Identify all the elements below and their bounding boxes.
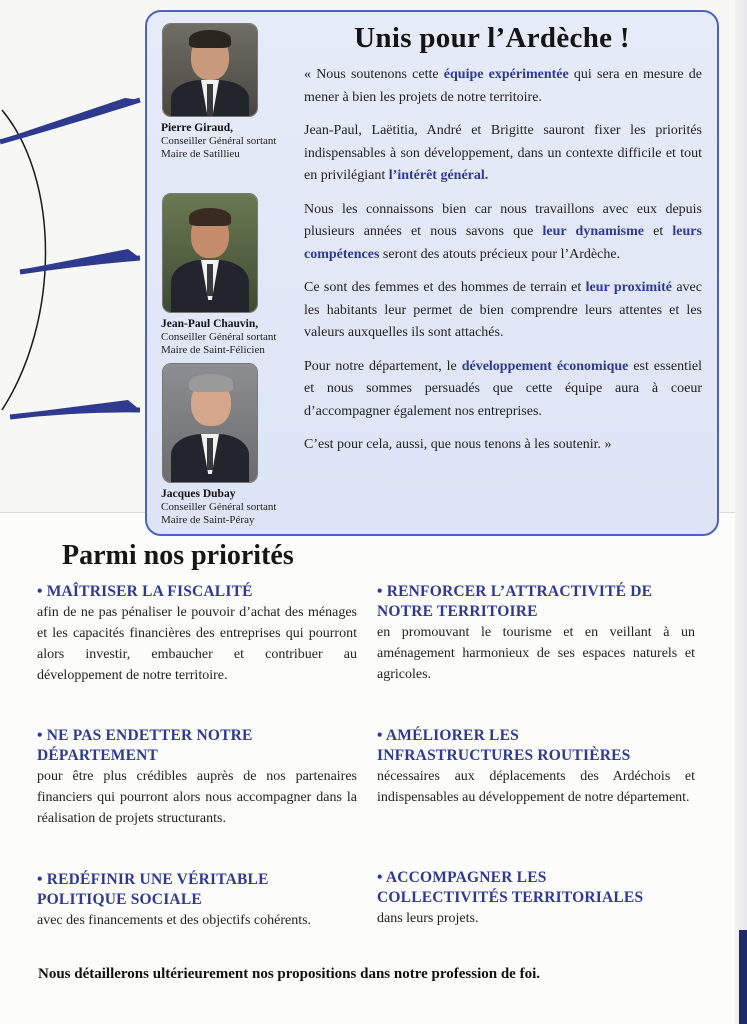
priority-body: en promouvant le tourisme et en veillant à un aménagement harmonieux de ses espaces naturels et agricoles.	[377, 625, 695, 682]
statement-paragraph: « Nous soutenons cette équipe expérimentée qui sera en mesure de mener à bien les projets de notre territoire.	[304, 67, 703, 105]
priority-heading: • AMÉLIORER LES INFRASTRUCTURES ROUTIÈRES	[377, 727, 631, 764]
priority-heading: • NE PAS ENDETTER NOTRE DÉPARTEMENT	[37, 727, 253, 764]
priority-item	[377, 582, 695, 685]
priority-item	[377, 868, 695, 929]
priority-item	[377, 726, 695, 808]
person-card	[161, 364, 311, 527]
priority-item	[37, 870, 357, 931]
statement-paragraph: Jean-Paul, Laëtitia, André et Brigitte sauront fixer les priorités indispensables à son développement, dans un contexte difficile et tout en privilégiant l’intérêt général.	[304, 123, 702, 183]
priority-heading: • MAÎTRISER LA FISCALITÉ	[37, 583, 253, 600]
person-role: Conseiller Général sortant	[161, 501, 277, 513]
support-box	[145, 10, 719, 536]
person-name: Pierre Giraud,	[161, 122, 233, 134]
person-card	[161, 194, 311, 357]
priority-body: afin de ne pas pénaliser le pouvoir d’achat des ménages et les capacités financières des entreprises qui pourront alors investir, embaucher et contribuer au développement de notre territoire.	[37, 605, 357, 683]
portrait-photo	[163, 24, 257, 116]
person-role: Maire de Satillieu	[161, 148, 240, 160]
person-name: Jean-Paul Chauvin,	[161, 318, 259, 330]
priority-body: nécessaires aux déplacements des Ardéchois et indispensables au développement de notre département.	[377, 769, 695, 805]
curve-line	[2, 110, 46, 410]
footer-note: Nous détaillerons ultérieurement nos propositions dans notre profession de foi.	[38, 966, 540, 982]
portrait-photo	[163, 194, 257, 312]
paper-edge-blue-strip	[739, 930, 747, 1024]
statement-paragraph: Nous les connaissons bien car nous travaillons avec eux depuis plusieurs années et nous savons que leur dynamisme et leurs compétences seront des atouts précieux pour l’Ardèche.	[304, 201, 702, 262]
box-title: Unis pour l’Ardèche !	[354, 22, 630, 54]
priority-heading: • REDÉFINIR UNE VÉRITABLE POLITIQUE SOCIALE	[37, 871, 269, 908]
statement-paragraph: Ce sont des femmes et des hommes de terrain et leur proximité avec les habitants leur permet de bien comprendre leurs attentes et les valeurs auxquelles ils sont attachés.	[304, 280, 702, 340]
person-role: Maire de Saint-Félicien	[161, 344, 265, 356]
priorities-title: Parmi nos priorités	[62, 540, 294, 571]
person-role: Maire de Saint-Péray	[161, 514, 255, 526]
priority-heading: • RENFORCER L’ATTRACTIVITÉ DE NOTRE TERRITOIRE	[377, 583, 653, 620]
statement-closing: C’est pour cela, aussi, que nous tenons à les soutenir. »	[304, 437, 612, 452]
priority-body: pour être plus crédibles auprès de nos partenaires financiers qui pourront alors nous accompagner dans la réalisation de projets structurants.	[37, 769, 357, 826]
person-card	[161, 24, 311, 161]
priority-item	[37, 582, 357, 686]
portrait-photo	[163, 364, 257, 482]
priority-item	[37, 726, 357, 829]
pointing-arrows	[0, 60, 150, 480]
priority-body: avec des financements et des objectifs cohérents.	[37, 913, 312, 928]
priority-heading: • ACCOMPAGNER LES COLLECTIVITÉS TERRITORIALES	[377, 869, 644, 906]
support-statement	[304, 64, 702, 468]
person-role: Conseiller Général sortant	[161, 135, 277, 147]
priority-body: dans leurs projets.	[377, 911, 479, 926]
person-role: Conseiller Général sortant	[161, 331, 277, 343]
statement-paragraph: Pour notre département, le développement économique est essentiel et nous sommes persuadés que cette équipe aura à coeur d’accompagner également nos entreprises.	[304, 358, 702, 419]
paper-edge	[735, 0, 747, 1024]
person-name: Jacques Dubay	[161, 488, 236, 500]
